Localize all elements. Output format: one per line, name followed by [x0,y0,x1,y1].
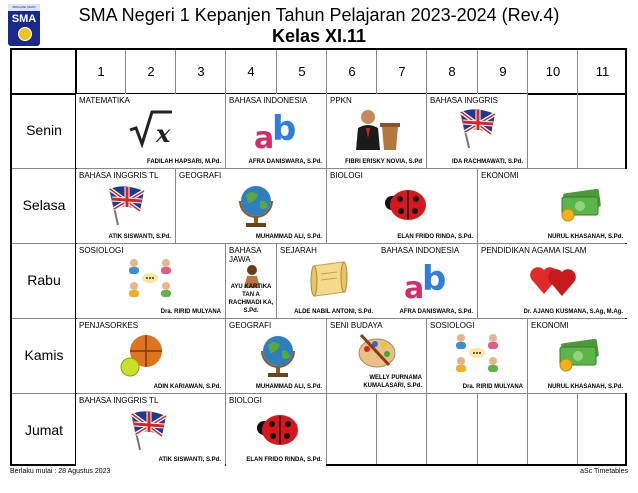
uk-flag-icon [104,183,148,227]
lesson-cell[interactable] [226,244,276,318]
lesson-cell[interactable] [378,244,477,318]
money-icon [558,187,604,223]
scroll-icon [305,260,351,300]
lesson-cell[interactable] [76,169,175,243]
effective-date: Berlaku mulai : 28 Agustus 2023 [10,468,111,475]
generator-credit: aSc Timetables [580,468,628,475]
lesson-teacher: Dra. RIRID MULYANA [462,384,523,390]
ladybug-icon [254,408,300,450]
lesson-cell[interactable] [176,169,326,243]
lesson-teacher: ELAN FRIDO RINDA, S.Pd. [397,234,473,240]
lesson-teacher: ATIK SISWANTI, S.Pd. [108,234,171,240]
lesson-subject: BAHASA JAWA [229,246,262,264]
period-header: 9 [499,64,507,79]
svg-text:x: x [156,119,171,148]
sports-balls-icon [120,333,166,379]
logo-text: SMA [11,13,37,25]
lesson-teacher: FIBRI ERISKY NOVIA, S.Pd [345,159,422,165]
lesson-cell[interactable] [76,244,225,318]
period-header: 5 [298,64,306,79]
period-header: 4 [247,64,255,79]
period-header: 2 [147,64,155,79]
lesson-cell[interactable] [528,319,627,393]
lesson-cell[interactable] [226,94,326,168]
lesson-teacher: MUHAMMAD ALI, S.Pd. [255,234,322,240]
lesson-cell[interactable] [427,94,527,168]
lesson-teacher: WELLY PURNAMA KUMALASARI, S.Pd. [363,375,422,389]
paint-palette-icon [355,331,401,371]
lesson-teacher: ADIN KARIAWAN, S.Pd. [153,384,221,390]
lesson-subject: SENI BUDAYA [330,321,383,330]
lesson-teacher: ELAN FRIDO RINDA, S.Pd. [246,457,322,463]
lesson-subject: BIOLOGI [330,171,363,180]
lesson-subject: PENJASORKES [79,321,139,330]
lesson-cell[interactable] [76,319,225,393]
period-header: 3 [197,64,205,79]
period-header: 11 [595,64,610,79]
lesson-cell[interactable] [327,169,477,243]
uk-flag-icon [455,106,499,150]
day-label-kamis: Kamis [24,347,64,363]
people-discussion-icon [453,331,501,377]
period-header: 1 [97,64,105,79]
lesson-subject: EKONOMI [481,171,519,180]
lesson-subject: BAHASA INGGRIS TL [79,171,159,180]
people-discussion-icon [126,256,174,302]
lesson-subject: EKONOMI [531,321,569,330]
lesson-teacher: AFRA DANISWARA, S.Pd. [248,159,322,165]
lesson-subject: BAHASA INGGRIS TL [79,396,159,405]
lesson-teacher: ALDE NABIL ANTONI, S.Pd. [294,309,373,315]
ab-letters-icon [404,256,450,304]
lesson-subject: GEOGRAFI [179,171,222,180]
lesson-cell[interactable] [76,394,225,466]
lesson-cell[interactable] [478,169,627,243]
speaker-podium-icon [352,108,402,152]
lesson-subject: GEOGRAFI [229,321,272,330]
globe-icon [258,331,298,379]
lesson-teacher: AYU KARTIKA TAN A RACHMADI KA, S.Pd. [228,284,274,314]
ab-letters-icon [254,106,300,154]
sqrt-x-icon [128,108,174,148]
lesson-cell[interactable] [478,244,627,318]
uk-flag-icon [126,408,170,452]
lesson-teacher: AFRA DANISWARA, S.Pd. [399,309,473,315]
day-label-senin: Senin [26,122,62,138]
globe-icon [236,181,276,229]
lesson-subject: SOSIOLOGI [79,246,124,255]
lesson-cell[interactable] [427,319,527,393]
svg-text:b: b [422,259,447,299]
hearts-icon [528,260,578,300]
lesson-subject: BAHASA INDONESIA [381,246,460,255]
period-header: 7 [398,64,406,79]
lesson-subject: BAHASA INDONESIA [229,96,308,105]
period-header: 10 [545,64,561,79]
day-label-rabu: Rabu [27,272,61,288]
period-header: 8 [448,64,456,79]
lesson-teacher: Dra. RIRID MULYANA [160,309,221,315]
lesson-teacher: MUHAMMAD ALI, S.Pd. [255,384,322,390]
svg-text:b: b [272,109,297,149]
money-icon [556,337,602,373]
day-label-jumat: Jumat [24,422,64,438]
lesson-subject: MATEMATIKA [79,96,130,105]
period-header: 6 [348,64,356,79]
lesson-cell[interactable] [76,94,225,168]
day-label-selasa: Selasa [22,197,66,213]
svg-text:a: a [404,271,425,304]
page-title: SMA Negeri 1 Kepanjen Tahun Pelajaran 2023-2024 (Rev.4) [78,5,560,25]
timetable-grid [10,48,627,466]
lesson-teacher: NURUL KHASANAH, S.Pd. [547,384,623,390]
lesson-teacher: Dr. AJANG KUSMANA, S.Ag, M.Ag. [523,309,623,315]
lesson-subject: PENDIDIKAN AGAMA ISLAM [481,246,587,255]
lesson-cell[interactable] [327,319,426,393]
lesson-cell[interactable] [327,94,426,168]
lesson-subject: BIOLOGI [229,396,262,405]
lesson-subject: SOSIOLOGI [430,321,475,330]
lesson-subject: BAHASA INGGRIS [430,96,499,105]
lesson-cell[interactable] [277,244,377,318]
lesson-subject: SEJARAH [280,246,317,255]
class-title: Kelas XI.11 [271,26,367,46]
lesson-cell[interactable] [226,394,326,466]
lesson-teacher: IDA RACHMAWATI, S.Pd. [452,159,523,165]
lesson-teacher: NURUL KHASANAH, S.Pd. [547,234,623,240]
lesson-cell[interactable] [226,319,326,393]
lesson-teacher: ATIK SISWANTI, S.Pd. [158,457,221,463]
logo-caption: BRIGADE SMAN [8,4,40,11]
ladybug-icon [382,183,428,225]
lesson-subject: PPKN [330,96,352,105]
lesson-teacher: FADILAH HAPSARI, M.Pd. [146,159,221,165]
svg-text:a: a [254,121,275,154]
